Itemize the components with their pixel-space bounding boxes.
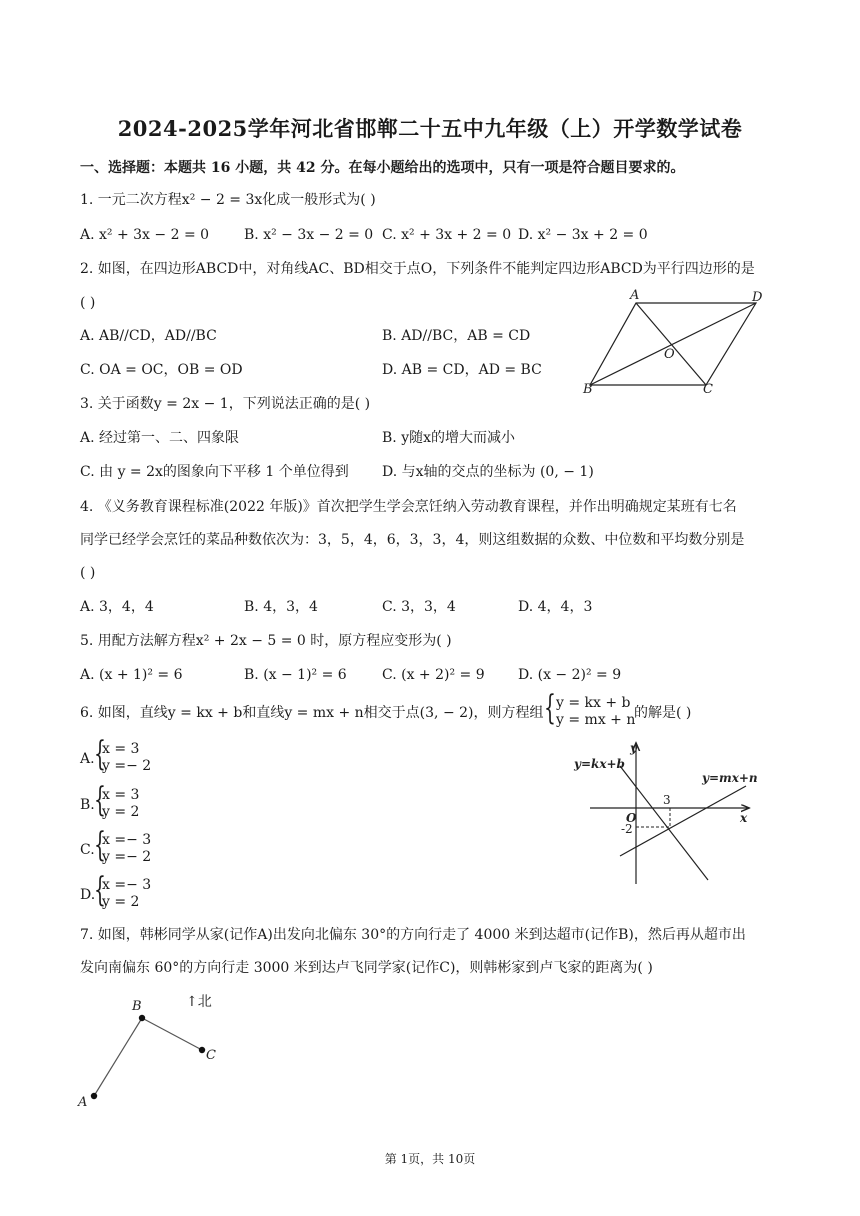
label-three: 3 bbox=[663, 793, 671, 807]
question-6-stem-pre: 6. 如图，直线y = kx + b和直线y = mx + n相交于点(3, − 2)，则方程组 bbox=[80, 705, 544, 721]
question-3-option-a[interactable]: A. 经过第一、二、四象限 bbox=[80, 430, 240, 446]
label-c: C bbox=[703, 382, 713, 397]
label-b: B bbox=[132, 999, 142, 1014]
segment-ab bbox=[94, 1018, 142, 1096]
question-1-option-c[interactable]: C. x² + 3x + 2 = 0 bbox=[382, 227, 512, 243]
system-brace: { bbox=[544, 688, 556, 728]
question-5-option-b[interactable]: B. (x − 1)² = 6 bbox=[244, 667, 347, 683]
north-indicator: ↑北 bbox=[186, 994, 212, 1010]
question-2-option-a[interactable]: A. AB//CD，AD//BC bbox=[80, 328, 217, 344]
label-a: A bbox=[78, 1095, 88, 1110]
option-a-label: A. bbox=[80, 751, 95, 767]
question-3-stem: 3. 关于函数y = 2x − 1，下列说法正确的是( ) bbox=[80, 396, 371, 412]
question-2-stem: 2. 如图，在四边形ABCD中，对角线AC、BD相交于点O，下列条件不能判定四边形ABCD为平行四边形的是 bbox=[80, 261, 755, 277]
question-4-line-2: 同学已经学会烹饪的菜品种数依次为：3，5，4，6，3，3，4，则这组数据的众数、中位数和平均数分别是 bbox=[80, 532, 745, 548]
question-1-option-d[interactable]: D. x² − 3x + 2 = 0 bbox=[518, 227, 648, 243]
question-1-option-a[interactable]: A. x² + 3x − 2 = 0 bbox=[80, 227, 210, 243]
label-o: O bbox=[664, 347, 675, 362]
question-3-option-b[interactable]: B. y随x的增大而减小 bbox=[382, 430, 515, 446]
label-d: D bbox=[752, 290, 763, 305]
question-1-option-b[interactable]: B. x² − 3x − 2 = 0 bbox=[244, 227, 374, 243]
point-b bbox=[139, 1015, 145, 1021]
label-b: B bbox=[583, 382, 593, 397]
question-4-option-a[interactable]: A. 3，4，4 bbox=[80, 599, 154, 615]
question-2-paren: ( ) bbox=[80, 295, 96, 311]
option-b-y: y = 2 bbox=[102, 804, 140, 820]
segment-bc bbox=[142, 1018, 202, 1050]
label-a: A bbox=[630, 288, 640, 303]
question-5-stem: 5. 用配方法解方程x² + 2x − 5 = 0 时，原方程应变形为( ) bbox=[80, 633, 452, 649]
label-origin: O bbox=[626, 811, 637, 825]
option-c-x: x =− 3 bbox=[102, 832, 152, 848]
option-b-x: x = 3 bbox=[102, 787, 140, 803]
point-c bbox=[199, 1047, 205, 1053]
question-2-option-c[interactable]: C. OA = OC，OB = OD bbox=[80, 362, 243, 378]
label-c: C bbox=[206, 1048, 216, 1063]
option-d-y: y = 2 bbox=[102, 894, 140, 910]
question-5-option-c[interactable]: C. (x + 2)² = 9 bbox=[382, 667, 485, 683]
label-y: y bbox=[630, 741, 637, 755]
option-a-y: y =− 2 bbox=[102, 758, 152, 774]
question-2-option-b[interactable]: B. AD//BC，AB = CD bbox=[382, 328, 531, 344]
question-5-option-d[interactable]: D. (x − 2)² = 9 bbox=[518, 667, 622, 683]
label-mx-n: y=mx+n bbox=[702, 771, 758, 785]
option-a-brace: { bbox=[94, 734, 106, 774]
label-kx-b: y=kx+b bbox=[574, 757, 625, 771]
system-eq-1: y = kx + b bbox=[556, 695, 631, 711]
label-neg-two: -2 bbox=[621, 822, 633, 836]
page-title: 2024-2025学年河北省邯郸二十五中九年级（上）开学数学试卷 bbox=[117, 116, 743, 141]
question-4-option-d[interactable]: D. 4，4，3 bbox=[518, 599, 593, 615]
question-3-option-c[interactable]: C. 由 y = 2x的图象向下平移 1 个单位得到 bbox=[80, 464, 349, 480]
point-a bbox=[91, 1093, 97, 1099]
option-a-x: x = 3 bbox=[102, 741, 140, 757]
question-2-option-d[interactable]: D. AB = CD，AD = BC bbox=[382, 362, 542, 378]
question-1-stem: 1. 一元二次方程x² − 2 = 3x化成一般形式为( ) bbox=[80, 192, 376, 208]
option-d-label: D. bbox=[80, 887, 96, 903]
option-b-brace: { bbox=[94, 780, 106, 820]
option-c-label: C. bbox=[80, 842, 95, 858]
route-figure bbox=[72, 988, 242, 1112]
label-x: x bbox=[740, 811, 748, 825]
question-4-paren: ( ) bbox=[80, 565, 96, 581]
option-d-brace: { bbox=[94, 870, 106, 910]
option-c-brace: { bbox=[94, 825, 106, 865]
question-7-line-2: 发向南偏东 60°的方向行走 3000 米到达卢飞同学家(记作C)，则韩彬家到卢飞家的距离为( ) bbox=[80, 960, 653, 976]
question-4-option-b[interactable]: B. 4，3，4 bbox=[244, 599, 318, 615]
question-4-line-1: 4. 《义务教育课程标准(2022 年版)》首次把学生学会烹饪纳入劳动教育课程，并作出明确规定某班有七名 bbox=[80, 499, 737, 515]
line-mx-n bbox=[620, 786, 746, 856]
option-d-x: x =− 3 bbox=[102, 877, 152, 893]
system-eq-2: y = mx + n bbox=[556, 712, 636, 728]
option-c-y: y =− 2 bbox=[102, 849, 152, 865]
linear-graph-figure bbox=[570, 740, 770, 888]
parallelogram-figure bbox=[578, 287, 778, 397]
question-6-stem-post: 的解是( ) bbox=[634, 705, 692, 721]
section-heading: 一、选择题：本题共 16 小题，共 42 分。在每小题给出的选项中，只有一项是符合题目要求的。 bbox=[80, 160, 685, 176]
option-b-label: B. bbox=[80, 797, 95, 813]
question-7-line-1: 7. 如图，韩彬同学从家(记作A)出发向北偏东 30°的方向行走了 4000 米到达超市(记作B)，然后再从超市出 bbox=[80, 927, 746, 943]
question-3-option-d[interactable]: D. 与x轴的交点的坐标为 (0, − 1) bbox=[382, 464, 594, 480]
question-4-option-c[interactable]: C. 3，3，4 bbox=[382, 599, 456, 615]
question-5-option-a[interactable]: A. (x + 1)² = 6 bbox=[80, 667, 183, 683]
page-footer: 第 1页，共 10页 bbox=[384, 1152, 476, 1166]
diagonal-ac bbox=[636, 303, 706, 385]
